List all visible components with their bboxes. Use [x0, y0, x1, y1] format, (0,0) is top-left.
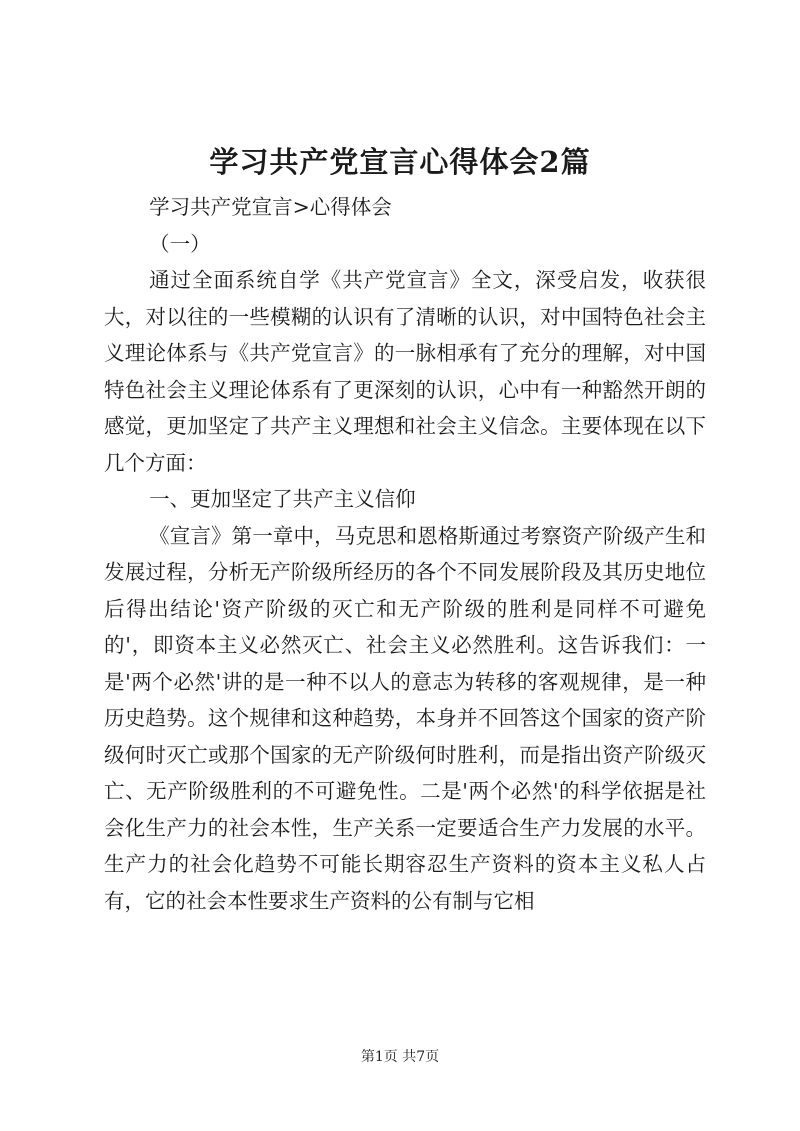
subtitle-paragraph: 学习共产党宣言>心得体会: [149, 195, 392, 219]
body-paragraph: 《宣言》第一章中，马克思和恩格斯通过考察资产阶级产生和发展过程，分析无产阶级所经历的各个不同发展阶段及其历史地位后得出结论'资产阶级的灭亡和无产阶级的胜利是同样不可避免的'，即资本主义必然灭亡、社会主义必然胜利。这告诉我们：一是'两个必然'讲的是一种不以人的意志为转移的客观规律，是一种历史趋势。这个规律和这种趋势，本身并不回答这个国家的资产阶级何时灭亡或那个国家的无产阶级何时胜利，而是指出资产阶级灭亡、无产阶级胜利的不可避免性。二是'两个必然'的科学依据是社会化生产力的社会本性，生产关系一定要适合生产力发展的水平。生产力的社会化趋势不可能长期容忍生产资料的资本主义私人占有，它的社会本性要求生产资料的公有制与它相: [104, 523, 706, 913]
document-title: 学习共产党宣言心得体会2篇: [209, 145, 591, 179]
intro-paragraph: 通过全面系统自学《共产党宣言》全文，深受启发，收获很大，对以往的一些模糊的认识有了清晰的认识，对中国特色社会主义理论体系与《共产党宣言》的一脉相承有了充分的理解，对中国特色社会主义理论体系有了更深刻的认识，心中有一种豁然开朗的感觉，更加坚定了共产主义理想和社会主义信念。主要体现在以下几个方面：: [104, 268, 706, 475]
document-body: [104, 189, 706, 919]
page-footer: [0, 1047, 800, 1067]
page-number-label: 第1页 共7页: [360, 1049, 440, 1065]
section-number-paragraph: （一）: [149, 231, 211, 256]
section-heading-paragraph: 一、更加坚定了共产主义信仰: [149, 487, 416, 511]
